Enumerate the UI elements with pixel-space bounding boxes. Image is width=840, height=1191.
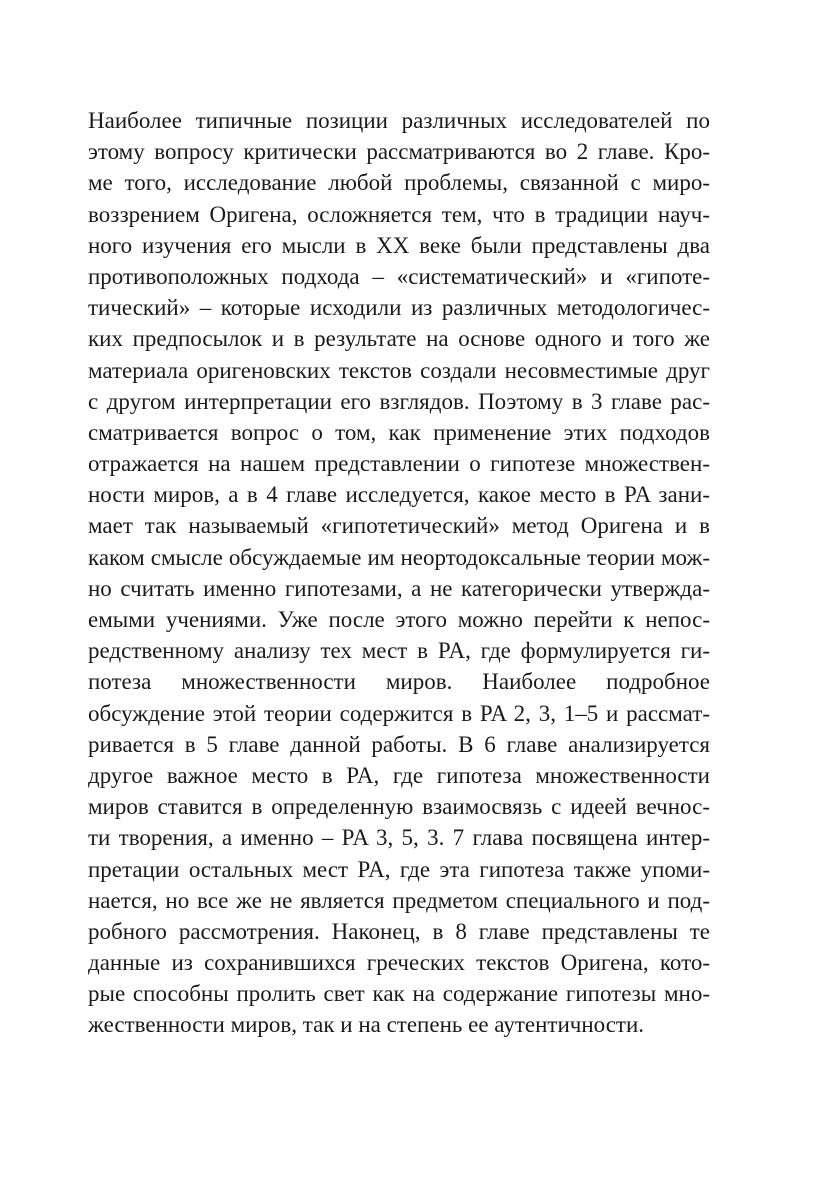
text-line: Наиболее типичные позиции различных исследователей по [88, 108, 710, 133]
text-line: мает так называемый «гипотетический» метод Оригена и в [88, 513, 710, 539]
body-paragraph [88, 105, 710, 1041]
text-line: данные из сохранившихся греческих текстов Оригена, кото- [88, 950, 710, 976]
text-line: редственному анализу тех мест в PA, где формулируется ги- [88, 638, 710, 664]
text-line: материала оригеновских текстов создали несовместимые друг [88, 357, 710, 383]
text-line: ривается в 5 главе данной работы. В 6 главе анализируется [88, 731, 710, 757]
text-line: каком смысле обсуждаемые им неортодоксальные теории мож- [88, 544, 710, 570]
text-line: ного изучения его мысли в XX веке были представлены два [88, 232, 710, 258]
text-line: ких предпосылок и в результате на основе одного и того же [88, 326, 710, 352]
text-line: воззрением Оригена, осложняется тем, что в традиции науч- [88, 201, 710, 227]
text-line: жественности миров, так и на степень ее аутентичности. [88, 1012, 645, 1038]
text-line: нается, но все же не является предметом специального и под- [88, 887, 710, 913]
text-line: отражается на нашем представлении о гипотезе множествен- [88, 451, 710, 477]
text-line: робного рассмотрения. Наконец, в 8 главе представлены те [88, 918, 710, 944]
text-line: ности миров, а в 4 главе исследуется, какое место в PA зани- [88, 482, 710, 508]
text-line: миров ставится в определенную взаимосвязь с идеей вечнос- [88, 794, 710, 820]
text-line: претации остальных мест PA, где эта гипотеза также упоми- [88, 856, 710, 882]
text-line: тический» – которые исходили из различных методологичес- [88, 295, 710, 321]
text-line: другое важное место в PA, где гипотеза множественности [88, 762, 710, 788]
text-line: обсуждение этой теории содержится в PA 2, 3, 1–5 и рассмат- [88, 700, 710, 726]
text-line: но считать именно гипотезами, а не категорически утвержда- [88, 575, 710, 601]
text-line: емыми учениями. Уже после этого можно перейти к непос- [88, 607, 710, 632]
text-line: с другом интерпретации его взглядов. Поэтому в 3 главе рас- [88, 388, 710, 414]
text-line: ме того, исследование любой проблемы, связанной с миро- [88, 170, 710, 196]
text-line: противоположных подхода – «систематический» и «гипоте- [88, 263, 710, 289]
text-line: этому вопросу критически рассматриваются во 2 главе. Кро- [88, 139, 710, 165]
text-line: рые способны пролить свет как на содержание гипотезы мно- [88, 981, 710, 1007]
text-line: сматривается вопрос о том, как применение этих подходов [88, 419, 710, 445]
text-line: ти творения, а именно – PA 3, 5, 3. 7 глава посвящена интер- [88, 825, 710, 851]
text-line: потеза множественности миров. Наиболее подробное [88, 669, 710, 695]
